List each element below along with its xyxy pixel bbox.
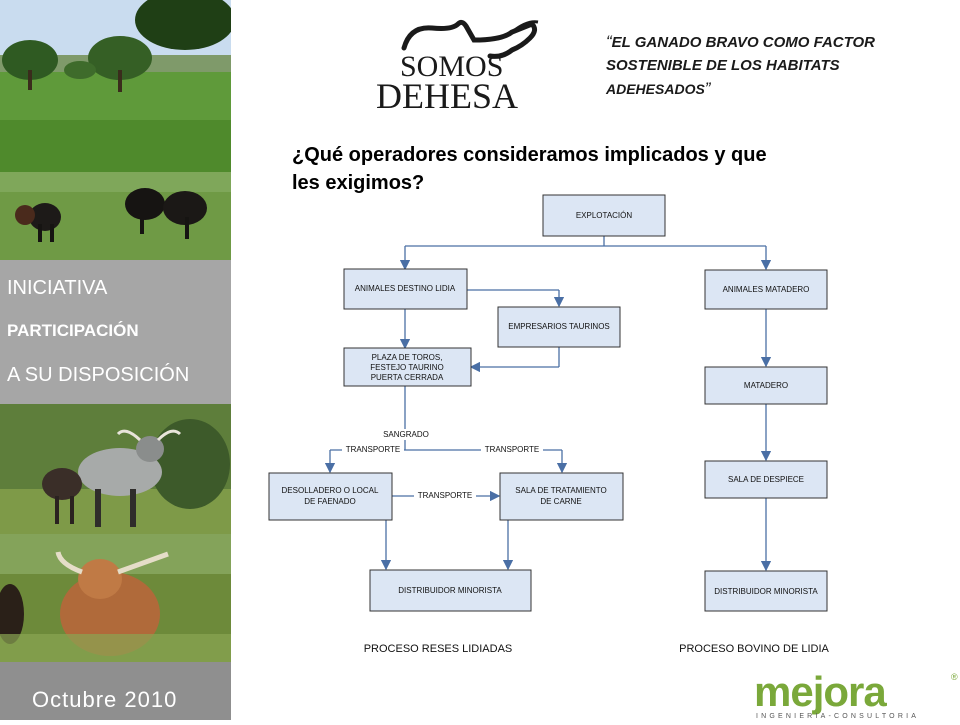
quote-open-mark: “	[606, 32, 612, 51]
flow-diagram	[260, 190, 860, 660]
registered-mark: ®	[951, 672, 958, 682]
label-distribuidor-right: DISTRIBUIDOR MINORISTA	[714, 587, 818, 596]
edge-label-transporte-middle: TRANSPORTE	[417, 491, 473, 500]
brown-bull-photo	[0, 534, 231, 662]
somos-dehesa-logo	[362, 18, 544, 118]
sidebar	[0, 0, 231, 720]
edge-label-transporte-right: TRANSPORTE	[484, 445, 540, 454]
label-explotacion: EXPLOTACIÓN	[575, 211, 633, 220]
quote-block	[606, 30, 956, 101]
dehesa-landscape-photo	[0, 0, 231, 172]
caption-right: PROCESO BOVINO DE LIDIA	[679, 643, 829, 655]
date-footer	[0, 662, 231, 720]
logo-somos-text: SOMOS	[400, 50, 504, 83]
label-matadero: MATADERO	[743, 381, 789, 390]
label-sala-despiece: SALA DE DESPIECE	[727, 475, 805, 484]
quote-close-mark: ”	[704, 79, 711, 98]
label-empresarios: EMPRESARIOS TAURINOS	[508, 322, 610, 331]
label-sala-tratamiento-2: DE CARNE	[540, 497, 582, 506]
quote-line-3: ADEHESADOS	[606, 81, 705, 97]
label-sala-tratamiento-1: SALA DE TRATAMIENTO	[515, 486, 607, 495]
label-plaza-2: FESTEJO TAURINO	[370, 363, 444, 372]
question-line-2: les exigimos?	[292, 172, 425, 194]
label-plaza-1: PLAZA DE TOROS,	[371, 353, 443, 362]
caption-left: PROCESO RESES LIDIADAS	[363, 643, 513, 655]
edge-label-sangrado: SANGRADO	[383, 430, 429, 439]
label-plaza-3: PUERTA CERRADA	[370, 373, 444, 382]
menu-item-disposicion[interactable]: A SU DISPOSICIÓN	[7, 364, 190, 386]
mejora-tagline: INGENIERIA-CONSULTORIA	[756, 713, 920, 720]
quote-line-2: SOSTENIBLE DE LOS HABITATS	[606, 57, 840, 74]
label-desolladero-1: DESOLLADERO O LOCAL	[281, 486, 379, 495]
quote-line-1: EL GANADO BRAVO COMO FACTOR	[611, 34, 876, 51]
menu-item-iniciativa[interactable]: INICIATIVA	[7, 277, 108, 299]
grey-bull-photo	[0, 404, 231, 534]
edge-label-transporte-left: TRANSPORTE	[345, 445, 401, 454]
label-animales-lidia: ANIMALES DESTINO LIDIA	[354, 284, 456, 293]
mejora-brand-text: mejora	[754, 668, 886, 715]
sidebar-menu	[0, 262, 231, 404]
label-animales-matadero: ANIMALES MATADERO	[722, 285, 810, 294]
logo-dehesa-text: DEHESA	[376, 76, 518, 116]
black-bulls-photo	[0, 172, 231, 260]
label-desolladero-2: DE FAENADO	[304, 497, 356, 506]
menu-item-participacion[interactable]: PARTICIPACIÓN	[7, 321, 139, 340]
date-label: Octubre 2010	[32, 687, 178, 712]
page-question	[292, 141, 892, 197]
mejora-logo	[750, 668, 960, 720]
question-line-1: ¿Qué operadores consideramos implicados y que	[292, 144, 767, 166]
label-distribuidor-left: DISTRIBUIDOR MINORISTA	[398, 586, 502, 595]
